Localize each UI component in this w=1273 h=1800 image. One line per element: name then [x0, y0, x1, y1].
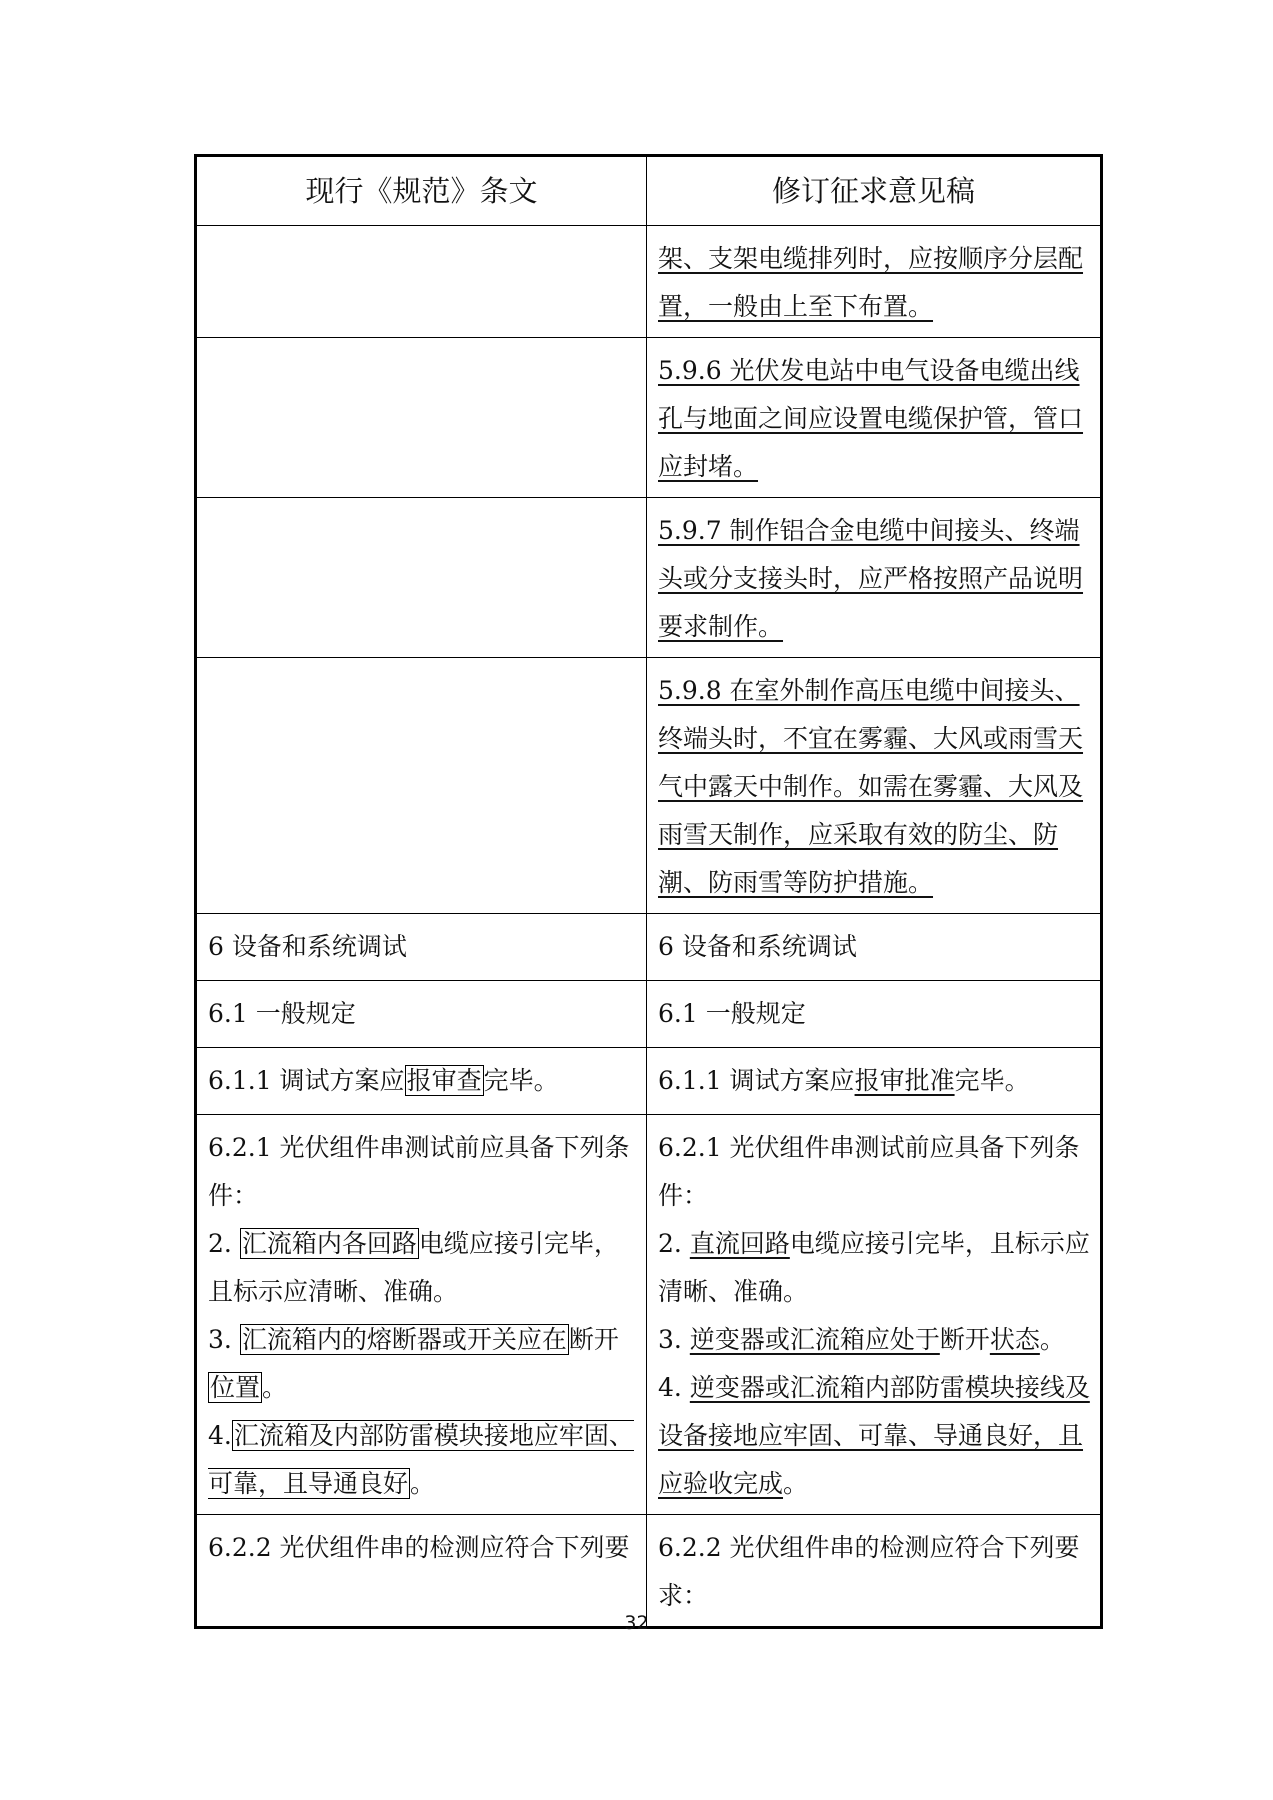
table-row [196, 498, 1102, 658]
table-row [196, 338, 1102, 498]
underlined-text: 逆变器或汇流箱内部防雷模块接线及设备接地应牢固、可靠、导通良好，且应验收完成 [658, 1373, 1090, 1498]
table-row [196, 658, 1102, 914]
left-cell [196, 338, 647, 498]
right-cell: 6.2.2 光伏组件串的检测应符合下列要求： [647, 1515, 1102, 1628]
right-cell: 6.2.1 光伏组件串测试前应具备下列条件： 2. 直流回路电缆应接引完毕，且标示应清晰、准确。 3. 逆变器或汇流箱应处于断开状态。 4. 逆变器或汇流箱内部防雷模块接线及设备接地应牢固、可靠、导通良好，且应验收完成。 [647, 1115, 1102, 1515]
left-cell: 6.1.1 调试方案应报审查完毕。 [196, 1048, 647, 1115]
left-cell [196, 658, 647, 914]
underlined-text: 状态 [989, 1325, 1040, 1354]
comparison-table [194, 154, 1103, 1629]
table-row [196, 226, 1102, 338]
table-row [196, 1515, 1102, 1628]
page-number: 32 [624, 1612, 649, 1634]
table-row [196, 1048, 1102, 1115]
left-cell: 6.2.1 光伏组件串测试前应具备下列条件： 2. 汇流箱内各回路电缆应接引完毕，且标示应清晰、准确。 3. 汇流箱内的熔断器或开关应在断开位置。 4.汇流箱及内部防雷模块接地应牢固、可靠，且导通良好。 [196, 1115, 647, 1515]
right-cell: 5.9.6 光伏发电站中电气设备电缆出线孔与地面之间应设置电缆保护管，管口应封堵。 [647, 338, 1102, 498]
left-cell [196, 498, 647, 658]
left-cell: 6 设备和系统调试 [196, 914, 647, 981]
right-cell: 5.9.7 制作铝合金电缆中间接头、终端头或分支接头时，应严格按照产品说明要求制作。 [647, 498, 1102, 658]
underlined-text: 直流回路 [689, 1229, 790, 1258]
header-current-clause: 现行《规范》条文 [196, 156, 647, 226]
right-cell: 6 设备和系统调试 [647, 914, 1102, 981]
table-row [196, 914, 1102, 981]
right-cell: 6.1.1 调试方案应报审批准完毕。 [647, 1048, 1102, 1115]
left-cell: 6.2.2 光伏组件串的检测应符合下列要 [196, 1515, 647, 1628]
table-row [196, 1115, 1102, 1515]
right-cell: 5.9.8 在室外制作高压电缆中间接头、终端头时，不宜在雾霾、大风或雨雪天气中露天中制作。如需在雾霾、大风及雨雪天制作，应采取有效的防尘、防潮、防雨雪等防护措施。 [647, 658, 1102, 914]
underlined-text: 报审批准 [854, 1066, 955, 1095]
boxed-text: 位置 [210, 1373, 261, 1402]
left-cell [196, 226, 647, 338]
right-cell: 架、支架电缆排列时，应按顺序分层配置，一般由上至下布置。 [647, 226, 1102, 338]
boxed-text: 汇流箱内各回路 [241, 1229, 417, 1258]
table-header-row [196, 156, 1102, 226]
underlined-text: 逆变器或汇流箱应处于 [689, 1325, 940, 1354]
table-row [196, 981, 1102, 1048]
header-revision-draft: 修订征求意见稿 [647, 156, 1102, 226]
boxed-text: 汇流箱及内部防雷模块接地应牢固、可靠，且导通良好 [208, 1421, 634, 1498]
left-cell: 6.1 一般规定 [196, 981, 647, 1048]
right-cell: 6.1 一般规定 [647, 981, 1102, 1048]
boxed-text: 报审查 [406, 1066, 482, 1095]
boxed-text: 汇流箱内的熔断器或开关应在 [241, 1325, 567, 1354]
